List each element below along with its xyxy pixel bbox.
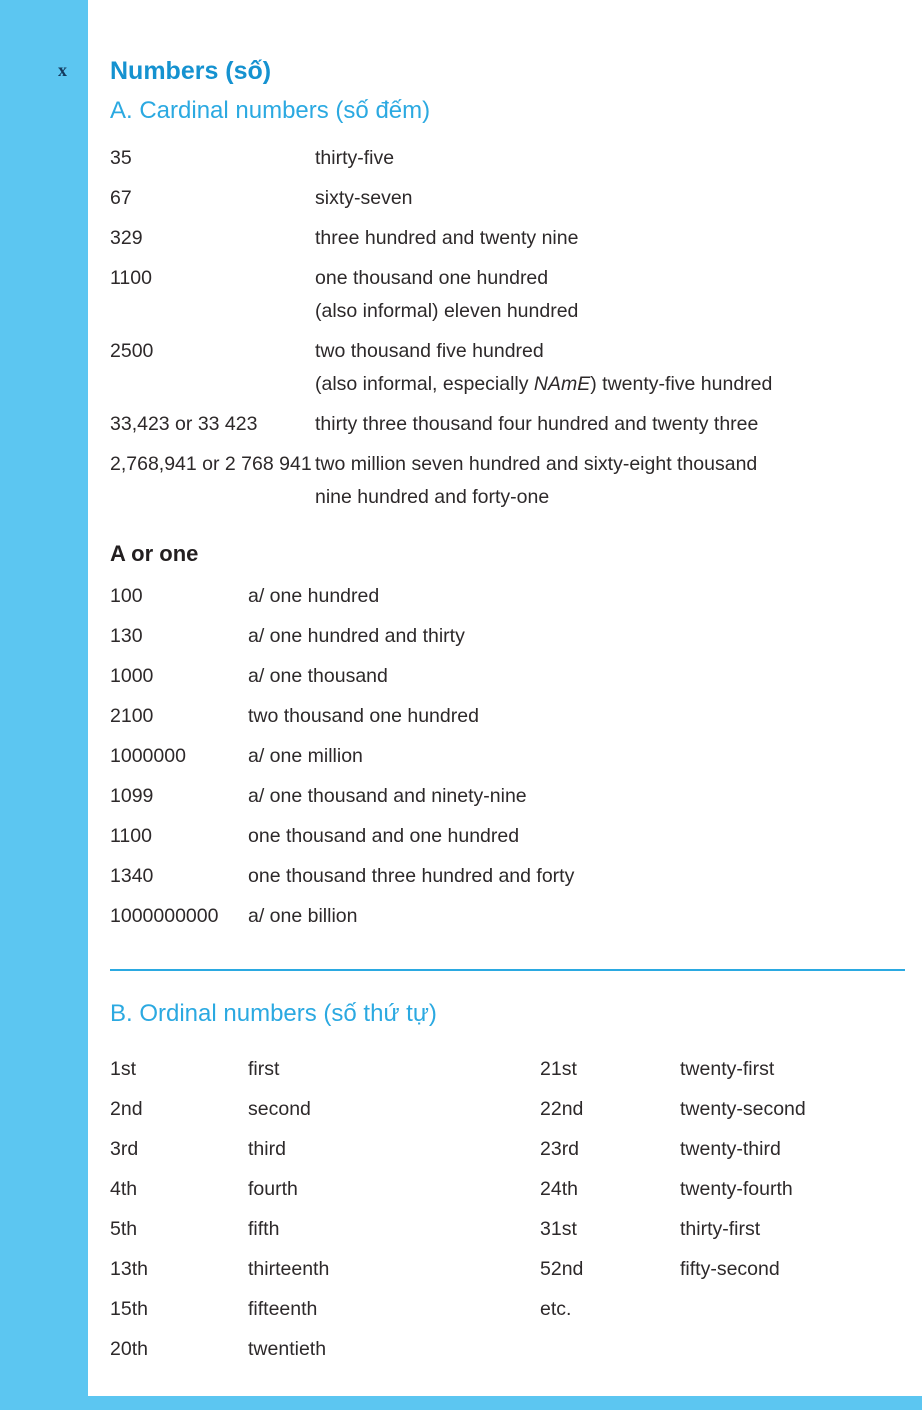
- words-line-1: sixty-seven: [315, 187, 413, 209]
- table-row: [110, 780, 910, 813]
- numeral-cell: 100: [110, 585, 143, 607]
- words-cell: [315, 182, 413, 215]
- table-row: [110, 1133, 910, 1166]
- table-row: [110, 1173, 910, 1206]
- right-word-cell: twenty-second: [680, 1098, 806, 1120]
- left-word-cell: fifteenth: [248, 1298, 318, 1320]
- table-row: [110, 660, 910, 693]
- words-cell: two thousand one hundred: [248, 705, 479, 727]
- numeral-cell: 1000000: [110, 745, 186, 767]
- words-cell: a/ one billion: [248, 905, 358, 927]
- right-ordinal-cell: 52nd: [540, 1258, 584, 1280]
- numeral-cell: 1100: [110, 825, 152, 847]
- numeral-cell: 1000: [110, 665, 154, 687]
- table-row: [110, 1213, 910, 1246]
- table-row: [110, 448, 910, 514]
- numeral-cell: 1099: [110, 785, 154, 807]
- table-row: [110, 740, 910, 773]
- numeral-cell: 130: [110, 625, 143, 647]
- words-line-2-post: ) twenty-five hundred: [590, 373, 773, 395]
- left-ordinal-cell: 13th: [110, 1258, 148, 1280]
- left-ordinal-cell: 5th: [110, 1218, 138, 1240]
- table-row: [110, 262, 910, 328]
- table-row: [110, 1093, 910, 1126]
- table-row: [110, 820, 910, 853]
- words-cell: one thousand three hundred and forty: [248, 865, 575, 887]
- left-ordinal-cell: 2nd: [110, 1098, 143, 1120]
- right-word-cell: thirty-first: [680, 1218, 761, 1240]
- words-cell: [315, 448, 757, 514]
- numeral-cell: 2,768,941 or 2 768 941: [110, 453, 312, 475]
- words-line-1: two million seven hundred and sixty-eight thousand: [315, 453, 758, 475]
- right-ordinal-cell: 31st: [540, 1218, 577, 1240]
- section-divider: [110, 969, 905, 971]
- left-word-cell: first: [248, 1058, 280, 1080]
- right-ordinal-cell: 23rd: [540, 1138, 580, 1160]
- words-cell: [315, 222, 578, 255]
- numeral-cell: 1000000000: [110, 905, 219, 927]
- page-number: x: [58, 60, 67, 80]
- words-cell: a/ one thousand and ninety-nine: [248, 785, 527, 807]
- left-word-cell: fifth: [248, 1218, 280, 1240]
- words-cell: a/ one thousand: [248, 665, 388, 687]
- numeral-cell: 2100: [110, 705, 154, 727]
- words-line-1: one thousand one hundred: [315, 267, 549, 289]
- numeral-cell: 1100: [110, 267, 152, 289]
- words-line-2-italic: NAmE: [533, 373, 591, 395]
- right-ordinal-cell: 21st: [540, 1058, 577, 1080]
- words-line-2: [315, 481, 757, 514]
- table-row: [110, 142, 910, 175]
- table-row: [110, 700, 910, 733]
- table-row: [110, 1253, 910, 1286]
- table-row: [110, 1293, 910, 1326]
- cardinal-numbers-table: [110, 142, 910, 514]
- table-row: [110, 620, 910, 653]
- table-row: [110, 182, 910, 215]
- page-content: [110, 56, 910, 1373]
- left-ordinal-cell: 4th: [110, 1178, 138, 1200]
- left-ordinal-cell: 3rd: [110, 1138, 139, 1160]
- right-ordinal-cell: etc.: [540, 1298, 572, 1320]
- words-cell: a/ one hundred: [248, 585, 380, 607]
- bottom-edge-band: [88, 1396, 922, 1410]
- table-row: [110, 222, 910, 255]
- a-or-one-heading: A or one: [110, 541, 199, 566]
- left-word-cell: thirteenth: [248, 1258, 330, 1280]
- table-row: [110, 1053, 910, 1086]
- left-word-cell: fourth: [248, 1178, 298, 1200]
- right-word-cell: fifty-second: [680, 1258, 780, 1280]
- left-ordinal-cell: 20th: [110, 1338, 148, 1360]
- table-row: [110, 335, 910, 401]
- words-line-1: two thousand five hundred: [315, 340, 544, 362]
- words-cell: [315, 408, 758, 441]
- left-word-cell: third: [248, 1138, 286, 1160]
- numeral-cell: 35: [110, 147, 132, 169]
- right-word-cell: twenty-fourth: [680, 1178, 793, 1200]
- a-or-one-table: [110, 580, 910, 933]
- left-word-cell: twentieth: [248, 1338, 327, 1360]
- table-row: [110, 580, 910, 613]
- words-line-1: thirty-five: [315, 147, 395, 169]
- words-cell: [315, 335, 772, 401]
- words-cell: one thousand and one hundred: [248, 825, 520, 847]
- table-row: [110, 1333, 910, 1366]
- words-line-2-text: (also informal) eleven hundred: [315, 300, 579, 322]
- words-cell: [315, 142, 394, 175]
- ordinal-numbers-table: [110, 1053, 910, 1366]
- section-b-heading: B. Ordinal numbers (số thứ tự): [110, 1000, 437, 1027]
- section-a-heading: A. Cardinal numbers (số đếm): [110, 97, 431, 124]
- words-cell: [315, 262, 578, 328]
- words-line-1: thirty three thousand four hundred and twenty three: [315, 413, 759, 435]
- words-line-2-pre: (also informal, especially: [315, 373, 534, 395]
- numeral-cell: 1340: [110, 865, 154, 887]
- left-edge-band: [0, 0, 88, 1410]
- right-word-cell: twenty-first: [680, 1058, 775, 1080]
- left-ordinal-cell: 15th: [110, 1298, 148, 1320]
- right-ordinal-cell: 22nd: [540, 1098, 584, 1120]
- numeral-cell: 67: [110, 187, 132, 209]
- words-line-2: [315, 295, 578, 328]
- right-ordinal-cell: 24th: [540, 1178, 578, 1200]
- table-row: [110, 900, 910, 933]
- right-word-cell: twenty-third: [680, 1138, 781, 1160]
- numeral-cell: 33,423 or 33 423: [110, 413, 258, 435]
- numeral-cell: 329: [110, 227, 143, 249]
- table-row: [110, 860, 910, 893]
- words-line-1: three hundred and twenty nine: [315, 227, 579, 249]
- table-row: [110, 408, 910, 441]
- left-word-cell: second: [248, 1098, 311, 1120]
- words-line-2-text: nine hundred and forty-one: [315, 486, 550, 508]
- words-line-2: [315, 368, 772, 401]
- numeral-cell: 2500: [110, 340, 154, 362]
- words-cell: a/ one million: [248, 745, 363, 767]
- left-ordinal-cell: 1st: [110, 1058, 137, 1080]
- words-cell: a/ one hundred and thirty: [248, 625, 465, 647]
- page-title: Numbers (số): [110, 57, 272, 85]
